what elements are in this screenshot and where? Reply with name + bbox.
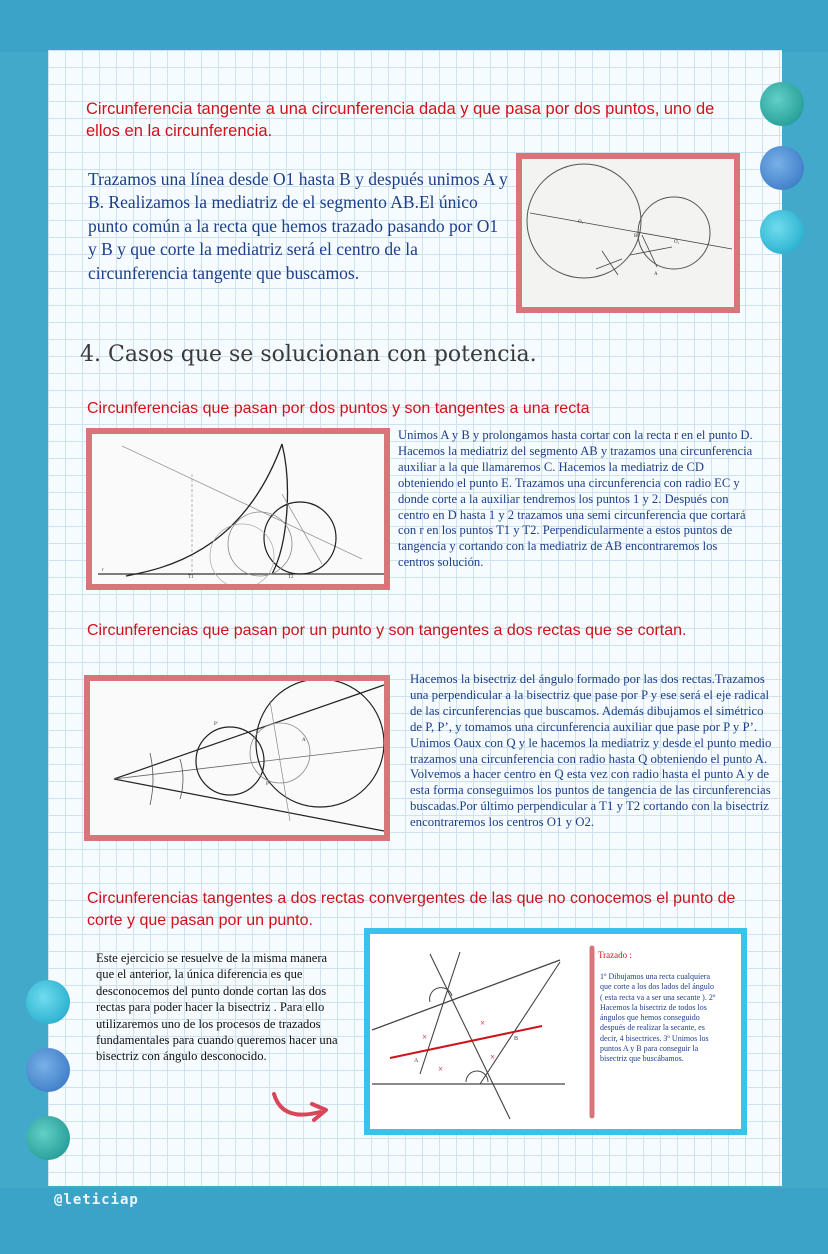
binder-hole-right-3 <box>760 210 804 254</box>
section2-body: Unimos A y B y prolongamos hasta cortar con la recta r en el punto D. Hacemos la mediatriz del segmento AB y trazamos una circunferencia auxiliar a la que llamaremos C. Hacemos la mediatriz de CD obteniendo el punto E. Trazamos una circunferencia con radio EC y donde corte a la auxiliar tendremos los puntos 1 y 2. Después con centro en D hasta 1 y 2 trazamos una semi circunferencia que cortará con r en los puntos T1 y T2. Perpendicularmente a estos puntos de tangencia y cortando con la mediatriz de AB encontraremos los centros solución. <box>398 428 753 570</box>
label-b: B <box>634 234 638 239</box>
label-t1: T1 <box>188 575 194 580</box>
binder-hole-right-1 <box>760 82 804 126</box>
author-handle: @leticiap <box>54 1192 139 1208</box>
section3-figure <box>84 675 390 841</box>
label-a-fig3: A <box>302 738 306 743</box>
section2-figure <box>86 428 390 590</box>
curved-arrow-icon <box>268 1086 348 1136</box>
cross-mark-4: × <box>490 1052 496 1062</box>
tangent-circle-drawing <box>522 159 734 307</box>
label-o1: O₁ <box>578 220 584 225</box>
section1-figure <box>516 153 740 313</box>
section2-heading: Circunferencias que pasan por dos puntos y son tangentes a una recta <box>87 400 590 417</box>
two-points-tangent-line-drawing <box>92 434 384 584</box>
label-r: r <box>102 568 104 573</box>
binder-hole-right-2 <box>760 146 804 190</box>
section1-body: Trazamos una línea desde O1 hasta B y después unimos A y B. Realizamos la mediatriz de el segmento AB.El único punto común a la recta que hemos trazado pasando por O1 y B y que corte la mediatriz será el centro de la circunferencia tangente que buscamos. <box>88 169 508 283</box>
label-p: P <box>266 782 269 787</box>
point-two-lines-drawing <box>90 681 384 835</box>
label-p-prime: P' <box>214 722 218 727</box>
cross-mark-1: × <box>422 1032 428 1042</box>
trazado-body: 1º Dibujamos una recta cualquiera que corte a los dos lados del ángulo ( esta recta va a ser una secante ). 2º Hacemos la bisectriz de todos los ángulos que hemos conseguido después de realizar la secante, es decir, 4 bisectrices. 3º Unimos los puntos A y B para conseguir la bisectriz que buscábamos. <box>600 972 716 1064</box>
section3-heading: Circunferencias que pasan por un punto y son tangentes a dos rectas que se cortan. <box>87 622 687 639</box>
label-o1-second: O₁ <box>674 240 680 245</box>
section1-heading: Circunferencia tangente a una circunferencia dada y que pasa por dos puntos, uno de ellos en la circunferencia. <box>86 100 715 140</box>
top-band <box>0 0 828 52</box>
trazado-title: Trazado : <box>598 950 632 960</box>
label-a-fig4: A <box>414 1058 419 1064</box>
label-t2: T2 <box>288 575 294 580</box>
binder-hole-left-3 <box>26 1116 70 1160</box>
cross-mark-3: × <box>438 1064 444 1074</box>
binder-hole-left-1 <box>26 980 70 1024</box>
label-a: A <box>654 272 658 277</box>
label-b-fig4: B <box>514 1036 519 1042</box>
section4-body: Este ejercicio se resuelve de la misma manera que el anterior, la única diferencia es que desconocemos del punto donde cortan las dos rectas para poder hacer la bisectriz . Para ello utilizaremos uno de los procesos de trazados fundamentales para cuando queremos hacer una bisectriz con ángulo desconocido. <box>96 951 338 1064</box>
chapter-title: 4. Casos que se solucionan con potencia. <box>80 342 537 367</box>
cross-mark-2: × <box>480 1018 486 1028</box>
binder-hole-left-2 <box>26 1048 70 1092</box>
section4-heading: Circunferencias tangentes a dos rectas convergentes de las que no conocemos el punto de corte y que pasan por un punto. <box>87 890 736 929</box>
section3-body: Hacemos la bisectriz del ángulo formado por las dos rectas.Trazamos una perpendicular a la bisectriz que pase por P y ese será el eje radical de las circunferencias que buscamos. Además dibujamos el simétrico de P, P’, y tomamos una circunferencia auxiliar que pase por P y P’. Unimos Oaux con Q y le hacemos la mediatriz y desde el punto medio trazamos una circunferencia con radio hasta Q obteniendo el punto A. Volvemos a hacer centro en Q esta vez con radio hasta el punto A y de esta forma conseguimos los puntos de tangencia de las circunferencias buscadas.Por último perpendicular a T1 y T2 cortando con la bisectriz encontraremos los centros O1 y O2. <box>410 672 772 830</box>
